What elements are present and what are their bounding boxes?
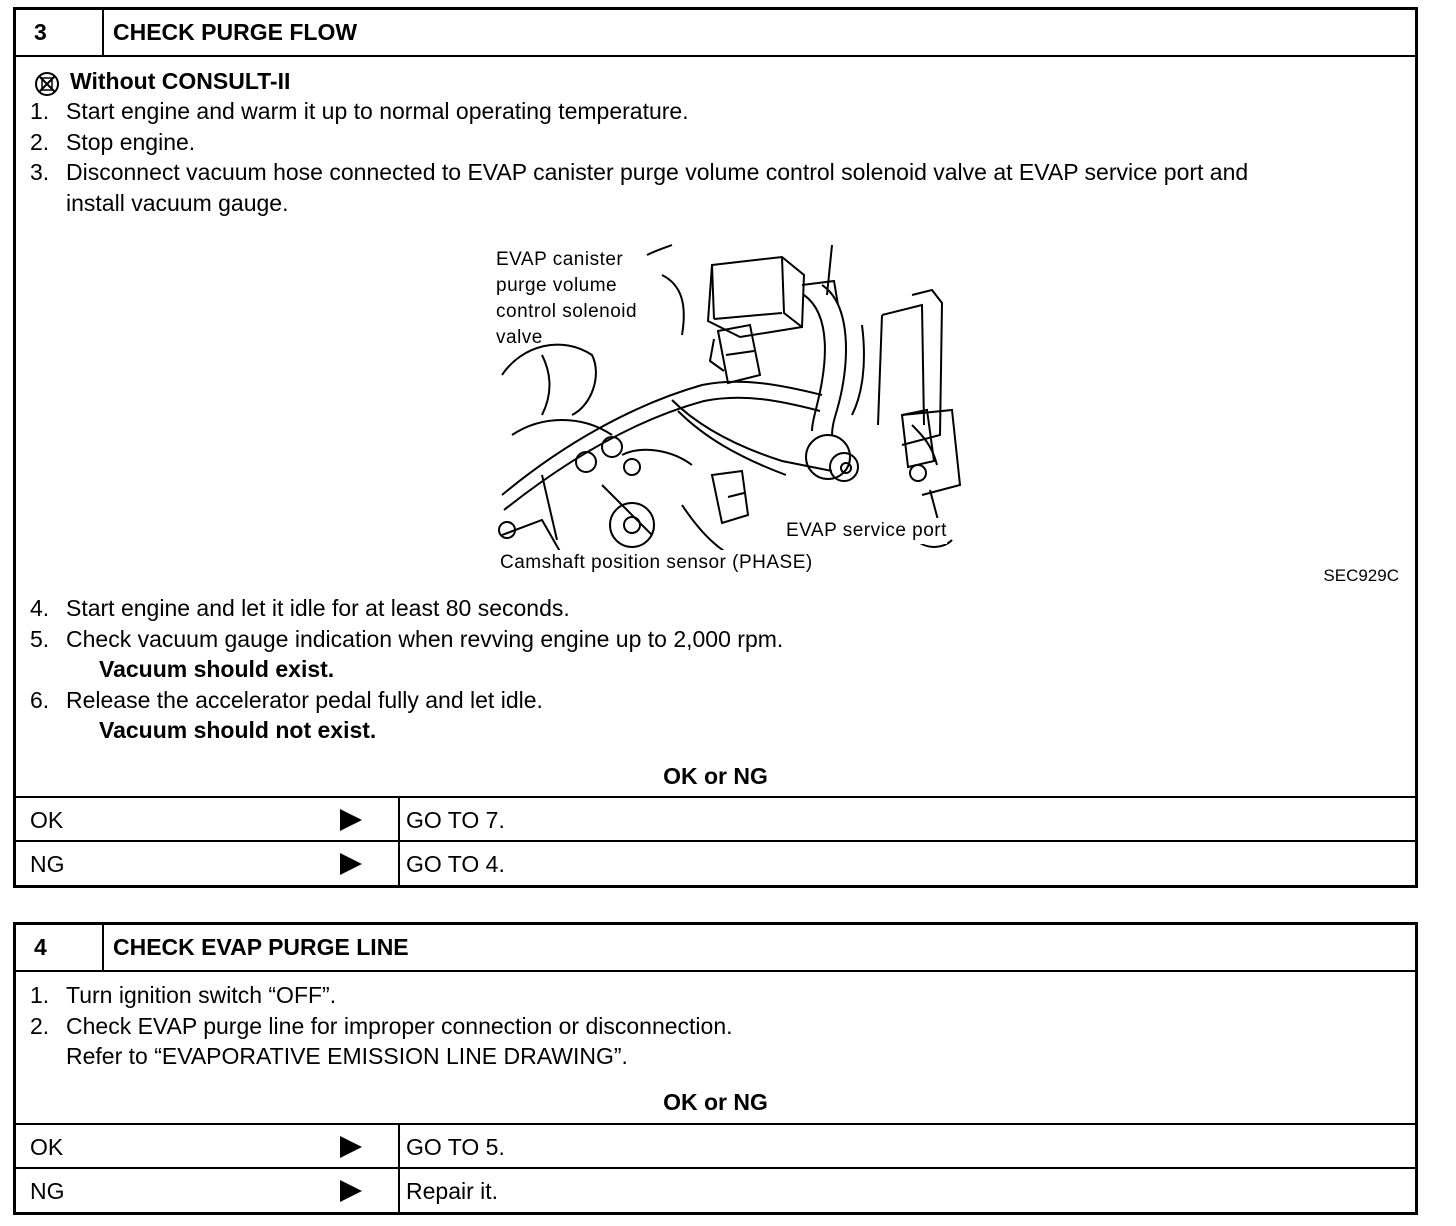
solenoid-label-line: purge volume — [496, 275, 618, 296]
result-row-ng — [16, 840, 1415, 886]
result-action: GO TO 4. — [406, 851, 505, 877]
result-label: OK — [30, 1134, 64, 1160]
list-item-continuation: install vacuum gauge. — [66, 190, 289, 216]
result-action: GO TO 5. — [406, 1134, 505, 1160]
result-label: NG — [30, 1178, 65, 1204]
step-header — [16, 925, 1415, 972]
ok-or-ng-label: OK or NG — [663, 1089, 768, 1115]
step-title: CHECK PURGE FLOW — [113, 19, 358, 45]
result-row-ng — [16, 1167, 1415, 1213]
divider — [398, 798, 400, 842]
step-number: 4 — [16, 925, 104, 970]
solenoid-label-line: valve — [496, 327, 543, 348]
divider — [398, 842, 400, 886]
list-item-continuation: Refer to “EVAPORATIVE EMISSION LINE DRAWING”. — [66, 1043, 628, 1069]
right-triangle-icon — [338, 807, 364, 833]
figure-reference: SEC929C — [1323, 566, 1399, 585]
camshaft-sensor-label: Camshaft position sensor (PHASE) — [500, 550, 813, 576]
solenoid-label-line: control solenoid — [496, 301, 638, 322]
step-4-block: 4 CHECK EVAP PURGE LINE 1. Turn ignition switch “OFF”. 2. Check EVAP purge line for improper connection or disconnection. Refer to “EVAPORATIVE EMISSION LINE DRAWING”. OK or NG OK GO TO 5. NG Repair it. — [13, 922, 1418, 1215]
result-label: OK — [30, 807, 64, 833]
result-row-ok — [16, 796, 1415, 842]
right-triangle-icon — [338, 1178, 364, 1204]
ok-or-ng-label: OK or NG — [663, 763, 768, 789]
result-action: Repair it. — [406, 1178, 499, 1204]
step-number: 3 — [16, 10, 104, 55]
service-port-label: EVAP service port — [786, 518, 947, 544]
step-title: CHECK EVAP PURGE LINE — [113, 934, 409, 960]
result-action: GO TO 7. — [406, 807, 505, 833]
step-header — [16, 10, 1415, 57]
spec-note: Vacuum should not exist. — [99, 717, 377, 743]
divider — [398, 1125, 400, 1169]
no-consult-icon — [34, 71, 60, 97]
engine-figure — [482, 235, 972, 575]
result-label: NG — [30, 851, 65, 877]
divider — [398, 1169, 400, 1213]
right-triangle-icon — [338, 851, 364, 877]
solenoid-label-line: EVAP canister — [496, 249, 624, 270]
spec-note: Vacuum should exist. — [99, 656, 335, 682]
mode-label: Without CONSULT-II — [70, 68, 291, 94]
right-triangle-icon — [338, 1134, 364, 1160]
step-3-block: 3 CHECK PURGE FLOW Without CONSULT-II 1. Start engine and warm it up to normal operating temperature. 2. Stop engine. 3. Disconnect vacuum hose connected to EVAP canister purge volume control solenoid valve at EVAP service port and install vacuum gauge. EVAP canister purge volume control solenoid valve EVAP service port Camshaft position sensor (PHASE) SEC929C 4. Start engine and let it idle for at least 80 seconds. 5. Check vacuum gauge indication when revving engine up to 2,000 rpm. Vacuum should exist. 6. Release the accelerator pedal fully and let idle. Vacuum should not exist. OK or NG OK GO TO 7. NG GO TO 4. — [13, 7, 1418, 888]
result-row-ok — [16, 1123, 1415, 1169]
